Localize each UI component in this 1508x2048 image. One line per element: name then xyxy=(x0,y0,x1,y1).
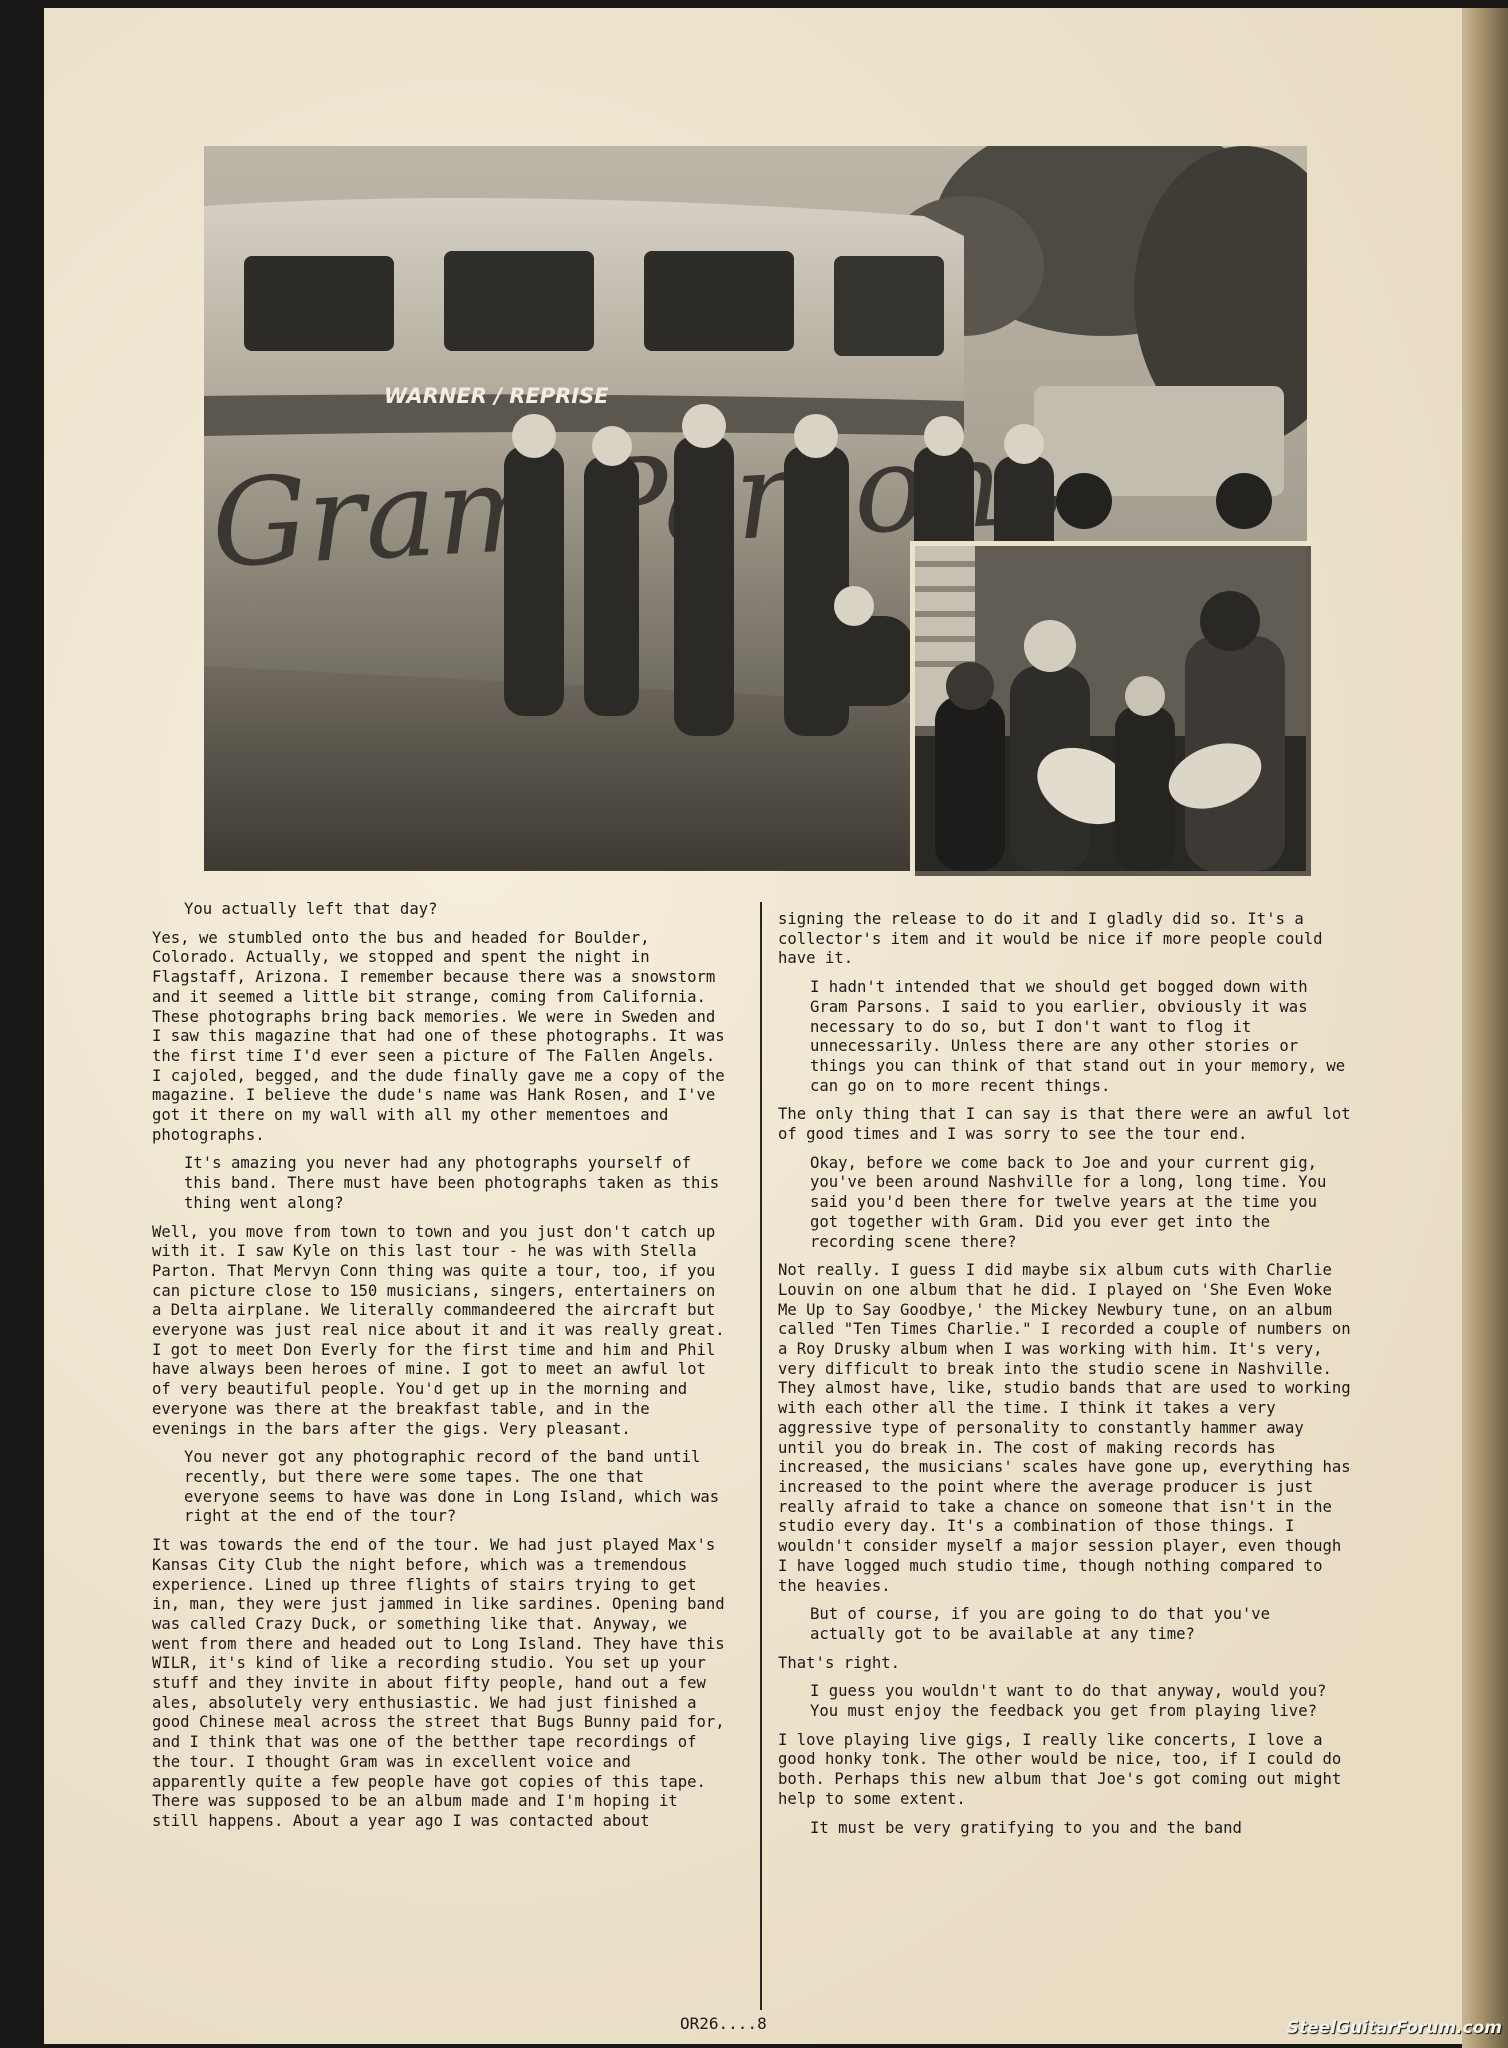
question-paragraph: I guess you wouldn't want to do that anyway, would you? You must enjoy the feedback you get from playing live? xyxy=(810,1682,1327,1721)
answer-paragraph: That's right. xyxy=(778,1653,901,1672)
question-paragraph: Okay, before we come back to Joe and your current gig, you've been around Nashville for a long, long time. You said you'd been there for twelve years at the time you got together with Gram. Did you ever get into the recording scene there? xyxy=(810,1153,1327,1251)
site-watermark: SteelGuitarForum.com xyxy=(1286,2018,1502,2038)
answer-paragraph: Yes, we stumbled onto the bus and headed for Boulder, Colorado. Actually, we stopped and spent the night in Flagstaff, Arizona. I remember because there was a snowstorm and it seemed a little bit strange, coming from California. These photographs bring back memories. We were in Sweden and I saw this magazine that had one of these photographs. It was the first time I'd ever seen a picture of The Fallen Angels. I cajoled, begged, and the dude finally gave me a copy of the magazine. I believe the dude's name was Hank Rosen, and I've got it there on my wall with all my other mementoes and photographs. xyxy=(152,928,725,1144)
answer-paragraph: It was towards the end of the tour. We had just played Max's Kansas City Club the night before, which was a tremendous experience. Lined up three flights of stairs trying to get in, man, they were just jammed in like sardines. Opening band was called Crazy Duck, or something like that. Anyway, we went from there and headed out to Long Island. They have this WILR, it's kind of like a recording studio. You set up your stuff and they invite in about fifty people, hand out a few ales, absolutely very enthusiastic. We had just finished a good Chinese meal across the street that Bugs Bunny paid for, and I think that was one of the betther tape recordings of the tour. I thought Gram was in excellent voice and apparently quite a few people have got copies of this tape. There was supposed to be an album made and I'm hoping it still happens. About a year ago I was contacted about xyxy=(152,1536,725,1830)
page-binding-edge xyxy=(1462,8,1508,2048)
musicians-inset-photo xyxy=(910,541,1311,876)
column-divider xyxy=(760,902,762,2010)
answer-paragraph: Not really. I guess I did maybe six album cuts with Charlie Louvin on one album that he did. I played on 'She Even Woke Me Up to Say Goodbye,' the Mickey Newbury tune, on an album called "Ten Times Charlie." I recorded a couple of numbers on a Roy Drusky album when I was working with him. It's very, very difficult to break into the studio scene in Nashville. They almost have, like, studio bands that are used to working with each other all the time. I think it takes a very aggressive type of personality to constantly hammer away until you do break in. The cost of making records has increased, the musicians' scales have gone up, everything has increased to the point where the average producer is just really afraid to take a chance on someone that isn't in the studio every day. It's a combination of those things. I wouldn't consider myself a major session player, even though I have logged much studio time, though nothing compared to the heavies. xyxy=(778,1261,1351,1595)
left-column xyxy=(152,900,726,1841)
right-column xyxy=(778,910,1352,1847)
bus-logo-text: WARNER / REPRISE xyxy=(384,384,609,408)
question-paragraph: It's amazing you never had any photographs yourself of this band. There must have been photographs taken as this thing went along? xyxy=(184,1154,720,1212)
question-paragraph: You never got any photographic record of the band until recently, but there were some tapes. The one that everyone seems to have was done in Long Island, which was right at the end of the tour? xyxy=(184,1448,720,1526)
answer-paragraph: Well, you move from town to town and you just don't catch up with it. I saw Kyle on this last tour - he was with Stella Parton. That Mervyn Conn thing was quite a tour, too, if you can picture close to 150 musicians, singers, entertainers on a Delta airplane. We literally commandeered the aircraft but everyone was just real nice about it and it was really great. I got to meet Don Everly for the first time and him and Phil have always been heroes of mine. I got to meet an awful lot of very beautiful people. You'd get up in the morning and everyone was there at the breakfast table, and in the evenings in the bars after the gigs. Very pleasant. xyxy=(152,1222,725,1438)
answer-paragraph: The only thing that I can say is that there were an awful lot of good times and I was sorry to see the tour end. xyxy=(778,1105,1351,1144)
question-paragraph: It must be very gratifying to you and the band xyxy=(810,1818,1242,1837)
bus-script-text: Gram xyxy=(208,438,554,595)
answer-paragraph: I love playing live gigs, I really like concerts, I love a good honky tonk. The other would be nice, too, if I could do both. Perhaps this new album that Joe's got coming out might help to some extent. xyxy=(778,1730,1342,1808)
opening-question: You actually left that day? xyxy=(184,900,438,918)
question-paragraph: But of course, if you are going to do that you've actually got to be available at any time? xyxy=(810,1605,1271,1643)
question-paragraph: I hadn't intended that we should get bogged down with Gram Parsons. I said to you earlier, obviously it was necessary to do so, but I don't want to flog it unnecessarily. Unless there are any other stories or things you can think of that stand out in your memory, we can go on to more recent things. xyxy=(810,978,1346,1095)
answer-paragraph: signing the release to do it and I gladly did so. It's a collector's item and it would be nice if more people could have it. xyxy=(778,910,1323,968)
page-number: OR26....8 xyxy=(680,2014,767,2033)
